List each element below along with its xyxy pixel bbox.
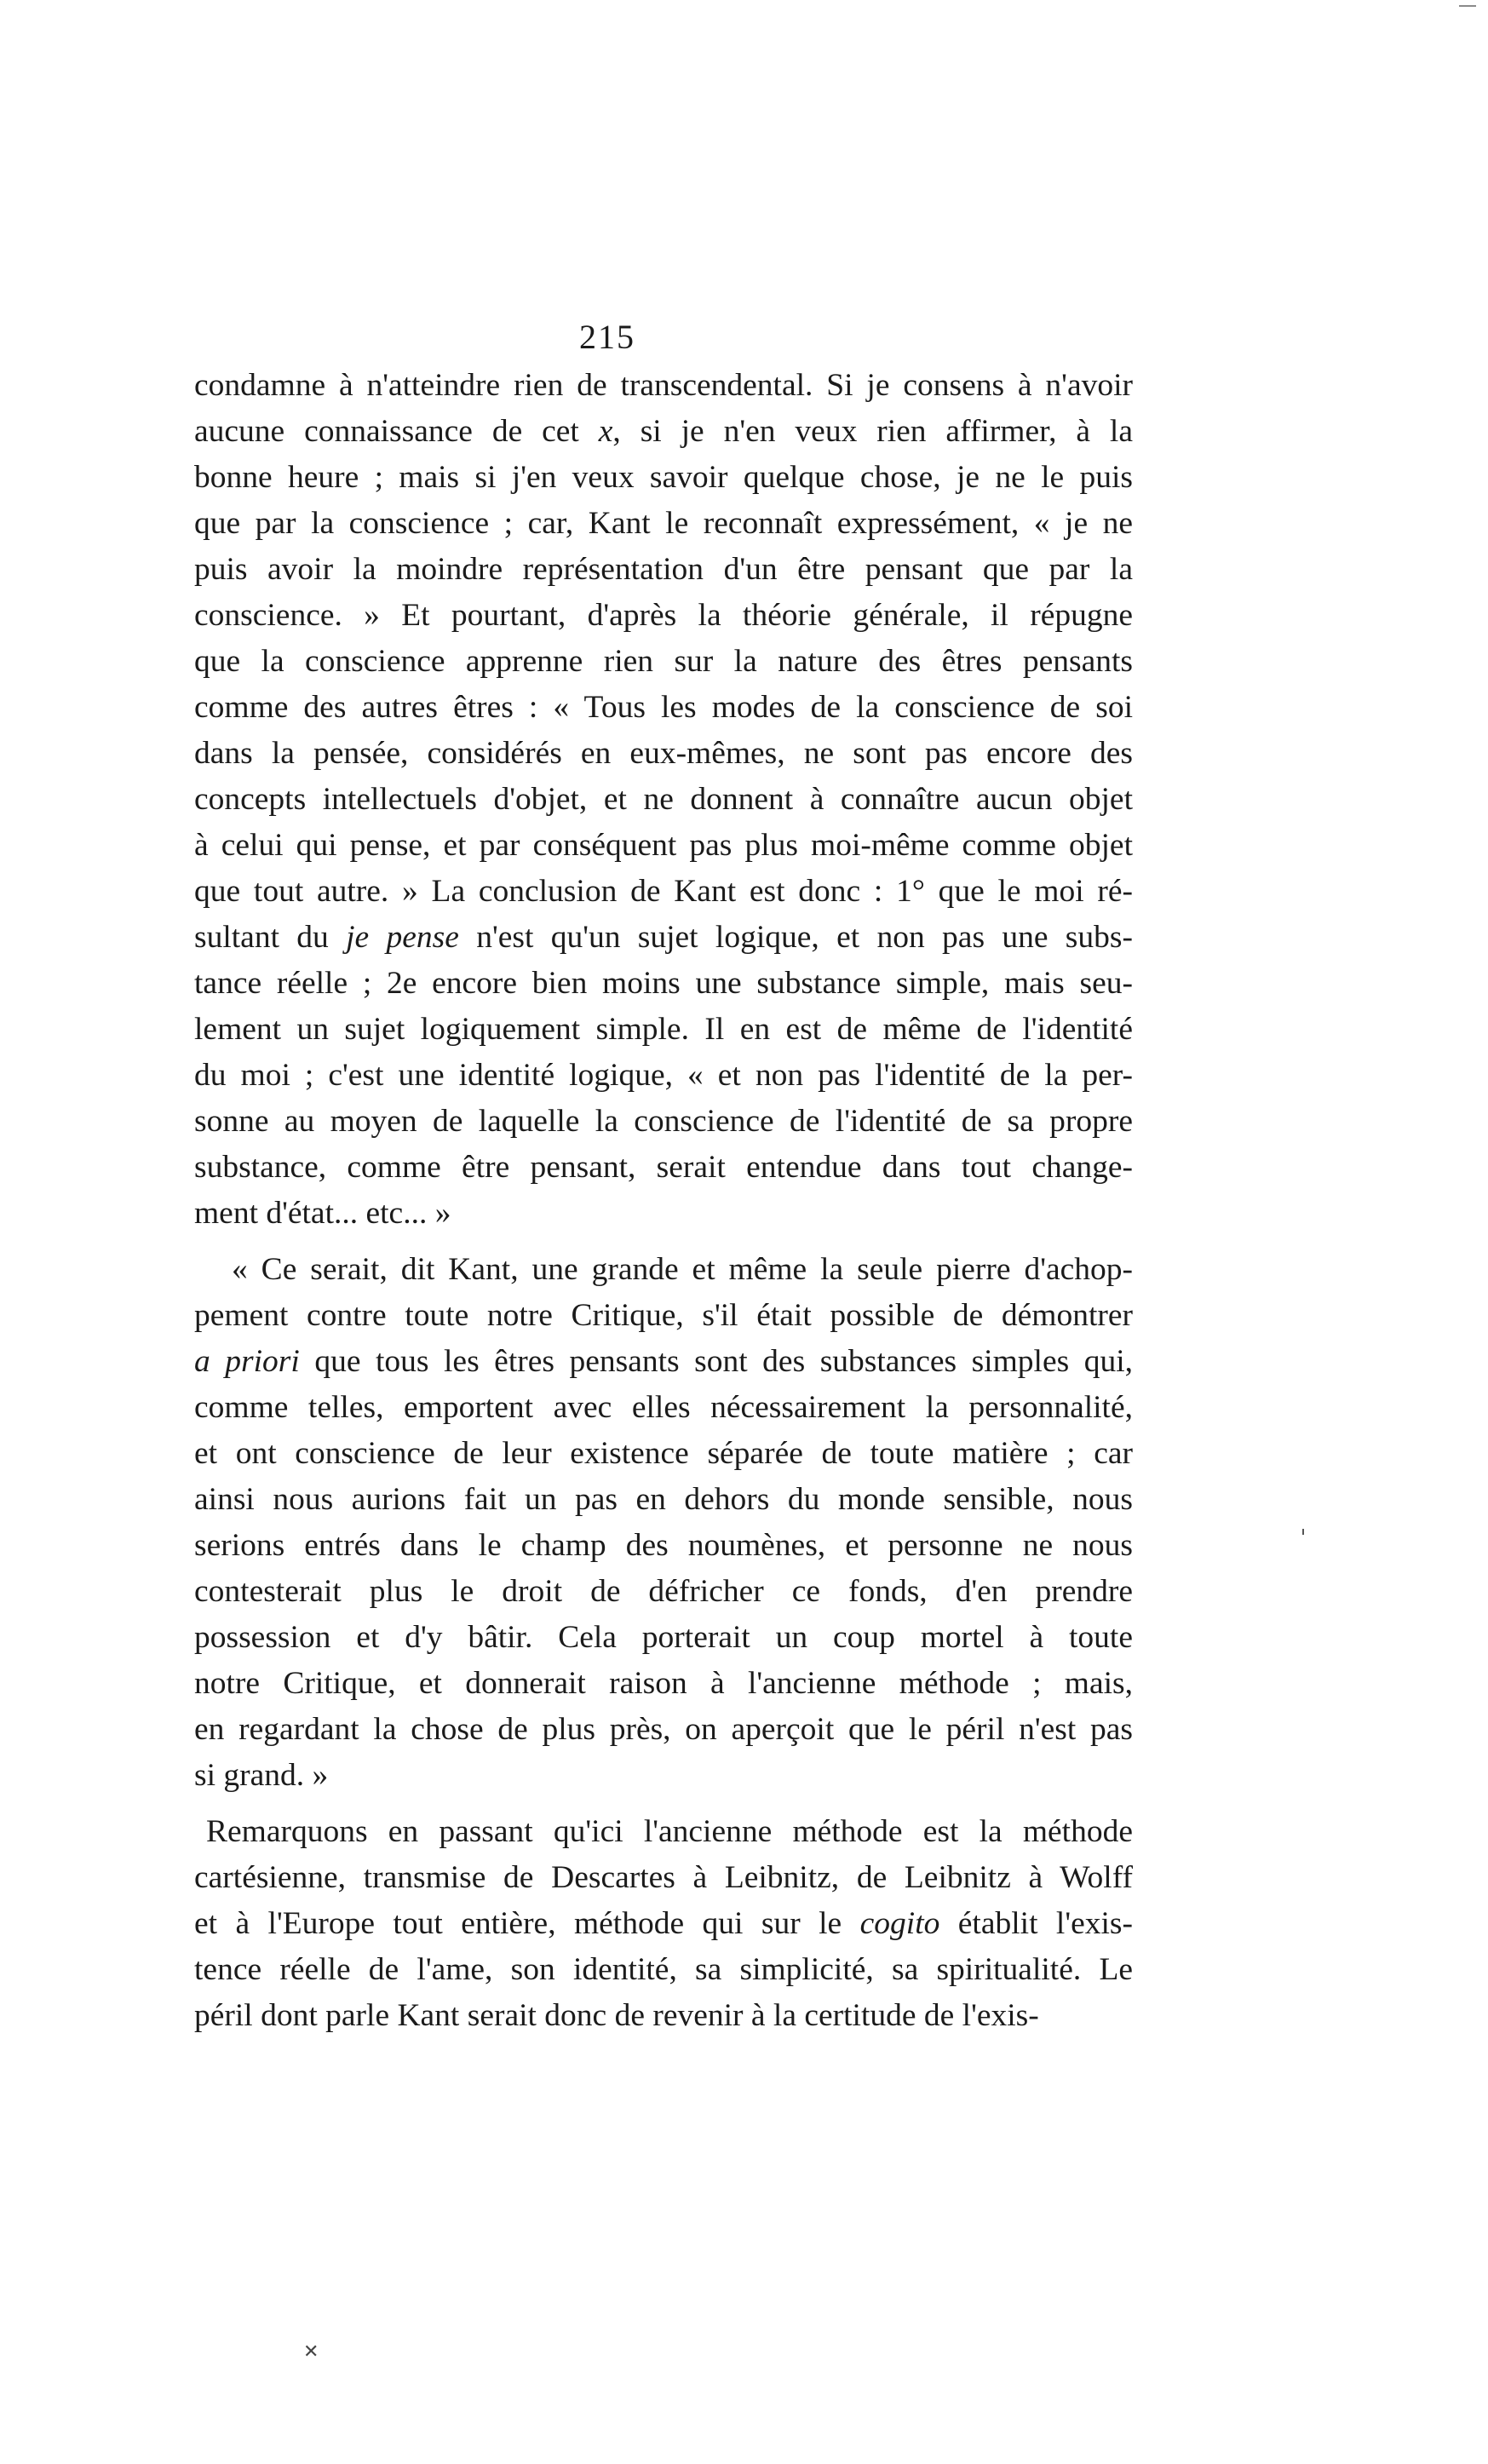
text-line: si grand. » <box>194 1758 329 1793</box>
text-line: condamne à n'atteindre rien de transcendental. Si je consens à n'avoir <box>194 368 1133 403</box>
scan-speck-mark <box>1302 1529 1304 1535</box>
text-line: notre Critique, et donnerait raison à l'ancienne méthode ; mais, <box>194 1666 1133 1701</box>
text-line: ment d'état... etc... » <box>194 1196 451 1231</box>
page-number: 215 <box>579 318 635 356</box>
text-line: lement un sujet logiquement simple. Il en est de même de l'identité <box>194 1012 1133 1047</box>
text-line: à celui qui pense, et par conséquent pas plus moi-même comme objet <box>194 828 1133 863</box>
body-text <box>194 363 1133 2039</box>
text-line: cartésienne, transmise de Descartes à Leibnitz, de Leibnitz à Wolff <box>194 1860 1133 1895</box>
text-line: et à l'Europe tout entière, méthode qui sur le cogito établit l'exis- <box>194 1906 1133 1941</box>
text-line: dans la pensée, considérés en eux-mêmes, ne sont pas encore des <box>194 736 1133 771</box>
text-line: tance réelle ; 2e encore bien moins une substance simple, mais seu- <box>194 966 1133 1001</box>
text-line: que tout autre. » La conclusion de Kant est donc : 1° que le moi ré- <box>194 874 1133 909</box>
text-line: pement contre toute notre Critique, s'il était possible de démontrer <box>194 1298 1133 1333</box>
paragraph-2 <box>194 1247 1133 1799</box>
text-line: sultant du je pense n'est qu'un sujet logique, et non pas une subs- <box>194 920 1133 955</box>
text-line: aucune connaissance de cet x, si je n'en veux rien affirmer, à la <box>194 414 1133 449</box>
text-line: possession et d'y bâtir. Cela porterait un coup mortel à toute <box>194 1620 1133 1655</box>
text-line: du moi ; c'est une identité logique, « et non pas l'identité de la per- <box>194 1058 1133 1093</box>
text-line: en regardant la chose de plus près, on aperçoit que le péril n'est pas <box>194 1712 1133 1747</box>
paragraph-1 <box>194 363 1133 1237</box>
text-line: comme des autres êtres : « Tous les modes de la conscience de soi <box>194 690 1133 725</box>
text-line: Remarquons en passant qu'ici l'ancienne méthode est la méthode <box>206 1814 1133 1849</box>
scan-speck: ✕ <box>303 2341 319 2362</box>
text-line: serions entrés dans le champ des noumènes, et personne ne nous <box>194 1528 1133 1563</box>
text-line: concepts intellectuels d'objet, et ne donnent à connaître aucun objet <box>194 782 1133 817</box>
text-line: que la conscience apprenne rien sur la nature des êtres pensants <box>194 644 1133 679</box>
text-line: « Ce serait, dit Kant, une grande et même la seule pierre d'achop- <box>232 1252 1133 1287</box>
text-line: puis avoir la moindre représentation d'un être pensant que par la <box>194 552 1133 587</box>
text-line: contesterait plus le droit de défricher ce fonds, d'en prendre <box>194 1574 1133 1609</box>
text-line: ainsi nous aurions fait un pas en dehors du monde sensible, nous <box>194 1482 1133 1517</box>
text-line: péril dont parle Kant serait donc de revenir à la certitude de l'exis- <box>194 1998 1039 2033</box>
scan-edge-mark <box>1459 5 1476 7</box>
text-line: conscience. » Et pourtant, d'après la théorie générale, il répugne <box>194 598 1133 633</box>
text-line: bonne heure ; mais si j'en veux savoir quelque chose, je ne le puis <box>194 460 1133 495</box>
text-line: et ont conscience de leur existence séparée de toute matière ; car <box>194 1436 1133 1471</box>
text-line: tence réelle de l'ame, son identité, sa simplicité, sa spiritualité. Le <box>194 1952 1133 1987</box>
text-line: que par la conscience ; car, Kant le reconnaît expressément, « je ne <box>194 506 1133 541</box>
paragraph-3 <box>194 1809 1133 2039</box>
text-line: a priori que tous les êtres pensants sont des substances simples qui, <box>194 1344 1133 1379</box>
text-line: comme telles, emportent avec elles nécessairement la personnalité, <box>194 1390 1133 1425</box>
text-line: sonne au moyen de laquelle la conscience de l'identité de sa propre <box>194 1104 1133 1139</box>
text-line: substance, comme être pensant, serait entendue dans tout change- <box>194 1150 1133 1185</box>
